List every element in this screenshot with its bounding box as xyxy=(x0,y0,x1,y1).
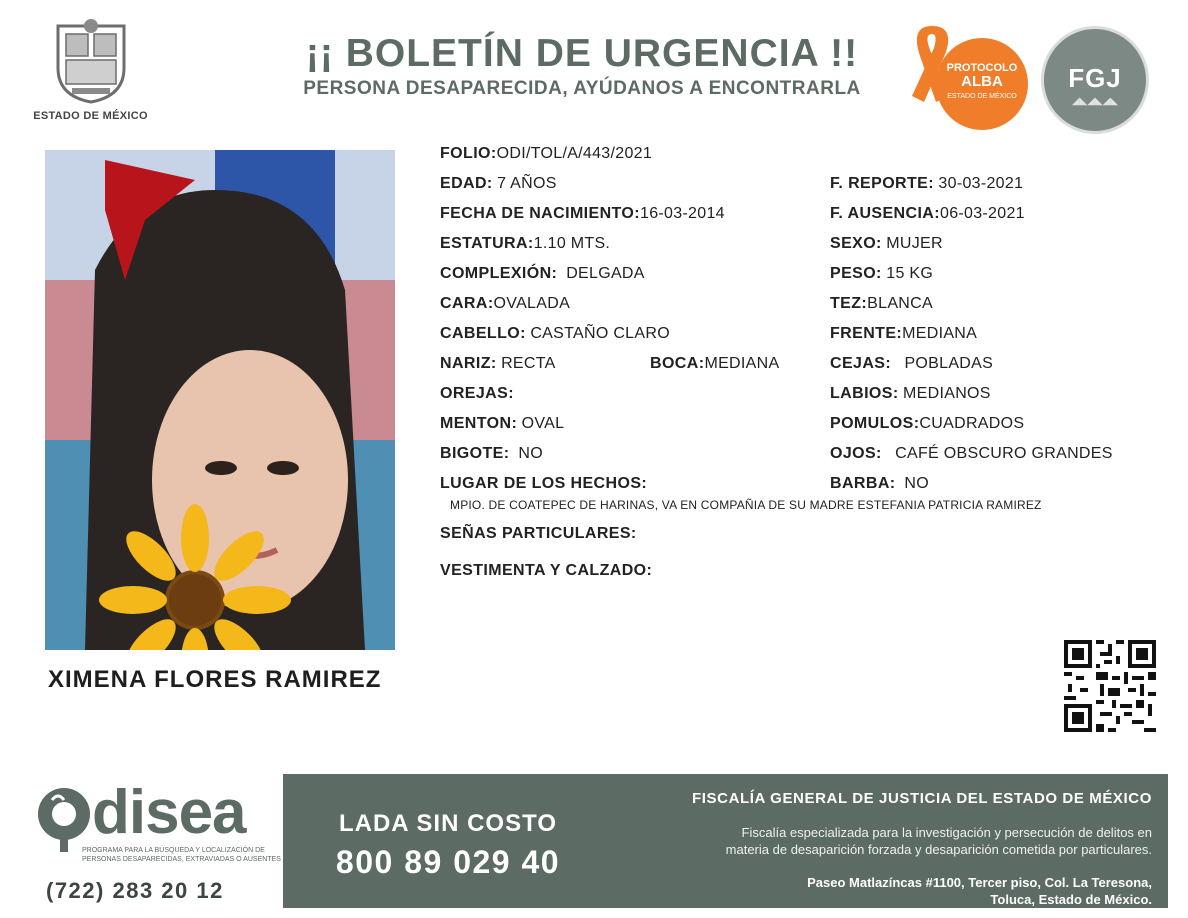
field-sexo xyxy=(830,235,943,253)
contact-banner xyxy=(283,774,1168,908)
estado-de-mexico-logo xyxy=(28,18,153,122)
cejas-value: POBLADAS xyxy=(904,355,994,372)
f-ausencia-value: 06-03-2021 xyxy=(940,205,1025,222)
fgj-label: FGJ xyxy=(1068,63,1122,93)
menton-value: OVAL xyxy=(521,415,565,432)
field-ojos xyxy=(830,445,1113,463)
pomulos-label: POMULOS: xyxy=(830,415,920,432)
bigote-label: BIGOTE: xyxy=(440,445,510,462)
field-fecha-nacimiento xyxy=(440,205,725,223)
cejas-label: CEJAS: xyxy=(830,355,892,372)
field-nariz xyxy=(440,355,556,373)
field-cejas xyxy=(830,355,993,373)
folio-value: ODI/TOL/A/443/2021 xyxy=(496,145,653,162)
peso-value: 15 KG xyxy=(886,265,934,282)
field-bigote xyxy=(440,445,543,463)
labios-label: LABIOS: xyxy=(830,385,899,402)
labios-value: MEDIANOS xyxy=(903,385,991,402)
complexion-label: COMPLEXIÓN: xyxy=(440,265,558,282)
sexo-label: SEXO: xyxy=(830,235,882,252)
estatura-label: ESTATURA: xyxy=(440,235,534,252)
field-senas xyxy=(440,525,637,543)
odisea-wordmark: disea xyxy=(92,778,246,847)
cabello-value: CASTAÑO CLARO xyxy=(530,325,670,342)
lugar-value: MPIO. DE COATEPEC DE HARINAS, VA EN COMPAÑIA DE SU MADRE ESTEFANIA PATRICIA RAMIREZ xyxy=(450,498,1042,512)
f-ausencia-label: F. AUSENCIA: xyxy=(830,205,940,222)
barba-label: BARBA: xyxy=(830,475,896,492)
fecha-nacimiento-label: FECHA DE NACIMIENTO: xyxy=(440,205,640,222)
field-edad xyxy=(440,175,557,193)
state-label: ESTADO DE MÉXICO xyxy=(33,110,148,122)
fgj-seal xyxy=(1041,26,1149,134)
field-vestimenta xyxy=(440,562,652,580)
field-orejas xyxy=(440,385,514,403)
peso-label: PESO: xyxy=(830,265,882,282)
fecha-nacimiento-value: 16-03-2014 xyxy=(640,205,725,222)
ojos-value: CAFÉ OBSCURO GRANDES xyxy=(895,445,1113,462)
field-f-ausencia xyxy=(830,205,1025,223)
boca-value: MEDIANA xyxy=(704,355,780,372)
pomulos-value: CUADRADOS xyxy=(919,415,1025,432)
field-complexion xyxy=(440,265,645,283)
field-boca xyxy=(650,355,779,373)
vestimenta-label: VESTIMENTA Y CALZADO: xyxy=(440,562,653,579)
field-pomulos xyxy=(830,415,1024,433)
address-line1: Paseo Matlazíncas #1100, Tercer piso, Col. La Teresona, xyxy=(807,875,1152,890)
field-frente xyxy=(830,325,977,343)
alba-badge xyxy=(936,38,1028,130)
orejas-label: OREJAS: xyxy=(440,385,514,402)
f-reporte-value: 30-03-2021 xyxy=(938,175,1024,192)
folio-label: FOLIO: xyxy=(440,145,497,162)
bulletin-subtitle: PERSONA DESAPARECIDA, AYÚDANOS A ENCONTRARLA xyxy=(303,78,861,99)
bulletin-title: ¡¡ BOLETÍN DE URGENCIA !! xyxy=(305,32,859,75)
sexo-value: MUJER xyxy=(886,235,943,252)
missing-person-photo xyxy=(45,150,395,650)
alba-line2: ALBA xyxy=(961,73,1003,90)
tez-value: BLANCA xyxy=(867,295,933,312)
field-cara xyxy=(440,295,570,313)
senas-label: SEÑAS PARTICULARES: xyxy=(440,525,637,542)
barba-value: NO xyxy=(904,475,930,492)
field-f-reporte xyxy=(830,175,1023,193)
qr-code[interactable] xyxy=(1064,640,1156,732)
f-reporte-label: F. REPORTE: xyxy=(830,175,934,192)
field-folio xyxy=(440,145,652,163)
fiscalia-address xyxy=(592,874,1152,908)
alba-line1: PROTOCOLO xyxy=(946,62,1018,74)
cabello-label: CABELLO: xyxy=(440,325,526,342)
eagle-wings-icon: ◢◣◢◣◢◣ xyxy=(1071,96,1119,107)
odisea-block xyxy=(34,778,281,906)
ojos-label: OJOS: xyxy=(830,445,882,462)
nariz-value: RECTA xyxy=(501,355,556,372)
field-estatura xyxy=(440,235,610,253)
fiscalia-description xyxy=(592,824,1152,858)
odisea-phone[interactable]: (722) 283 20 12 xyxy=(46,878,224,903)
field-lugar xyxy=(440,475,647,493)
protocolo-alba-logo xyxy=(900,22,1030,134)
cara-value: OVALADA xyxy=(493,295,571,312)
edad-label: EDAD: xyxy=(440,175,493,192)
alba-line3: ESTADO DE MÉXICO xyxy=(947,93,1017,100)
frente-value: MEDIANA xyxy=(902,325,978,342)
cara-label: CARA: xyxy=(440,295,494,312)
menton-label: MENTON: xyxy=(440,415,518,432)
tez-label: TEZ: xyxy=(830,295,868,312)
lada-label: LADA SIN COSTO xyxy=(338,810,557,837)
bulletin-header xyxy=(262,32,902,100)
edad-value: 7 AÑOS xyxy=(497,175,557,192)
coat-of-arms-icon xyxy=(52,18,130,104)
odisea-program-text: PROGRAMA PARA LA BÚSQUEDA Y LOCALIZACIÓN DE PERSONAS DESAPARECIDAS, EXTRAVIADAS O AUSENTES xyxy=(82,847,281,863)
lugar-label: LUGAR DE LOS HECHOS: xyxy=(440,475,648,492)
fiscalia-title: FISCALÍA GENERAL DE JUSTICIA DEL ESTADO DE MÉXICO xyxy=(692,790,1152,807)
field-barba xyxy=(830,475,929,493)
boca-label: BOCA: xyxy=(650,355,705,372)
lada-number[interactable]: 800 89 029 40 xyxy=(335,844,561,880)
field-peso xyxy=(830,265,933,283)
address-line2: Toluca, Estado de México. xyxy=(990,892,1152,907)
field-tez xyxy=(830,295,933,313)
fiscalia-desc-line2: materia de desaparición forzada y desaparición cometida por particulares. xyxy=(725,842,1152,857)
nariz-label: NARIZ: xyxy=(440,355,497,372)
bigote-value: NO xyxy=(518,445,543,462)
frente-label: FRENTE: xyxy=(830,325,903,342)
complexion-value: DELGADA xyxy=(566,265,645,282)
fiscalia-desc-line1: Fiscalía especializada para la investigación y persecución de delitos en xyxy=(741,825,1152,840)
field-labios xyxy=(830,385,991,403)
field-cabello xyxy=(440,325,670,343)
estatura-value: 1.10 MTS. xyxy=(533,235,611,252)
field-menton xyxy=(440,415,564,433)
missing-person-name: XIMENA FLORES RAMIREZ xyxy=(48,666,382,693)
